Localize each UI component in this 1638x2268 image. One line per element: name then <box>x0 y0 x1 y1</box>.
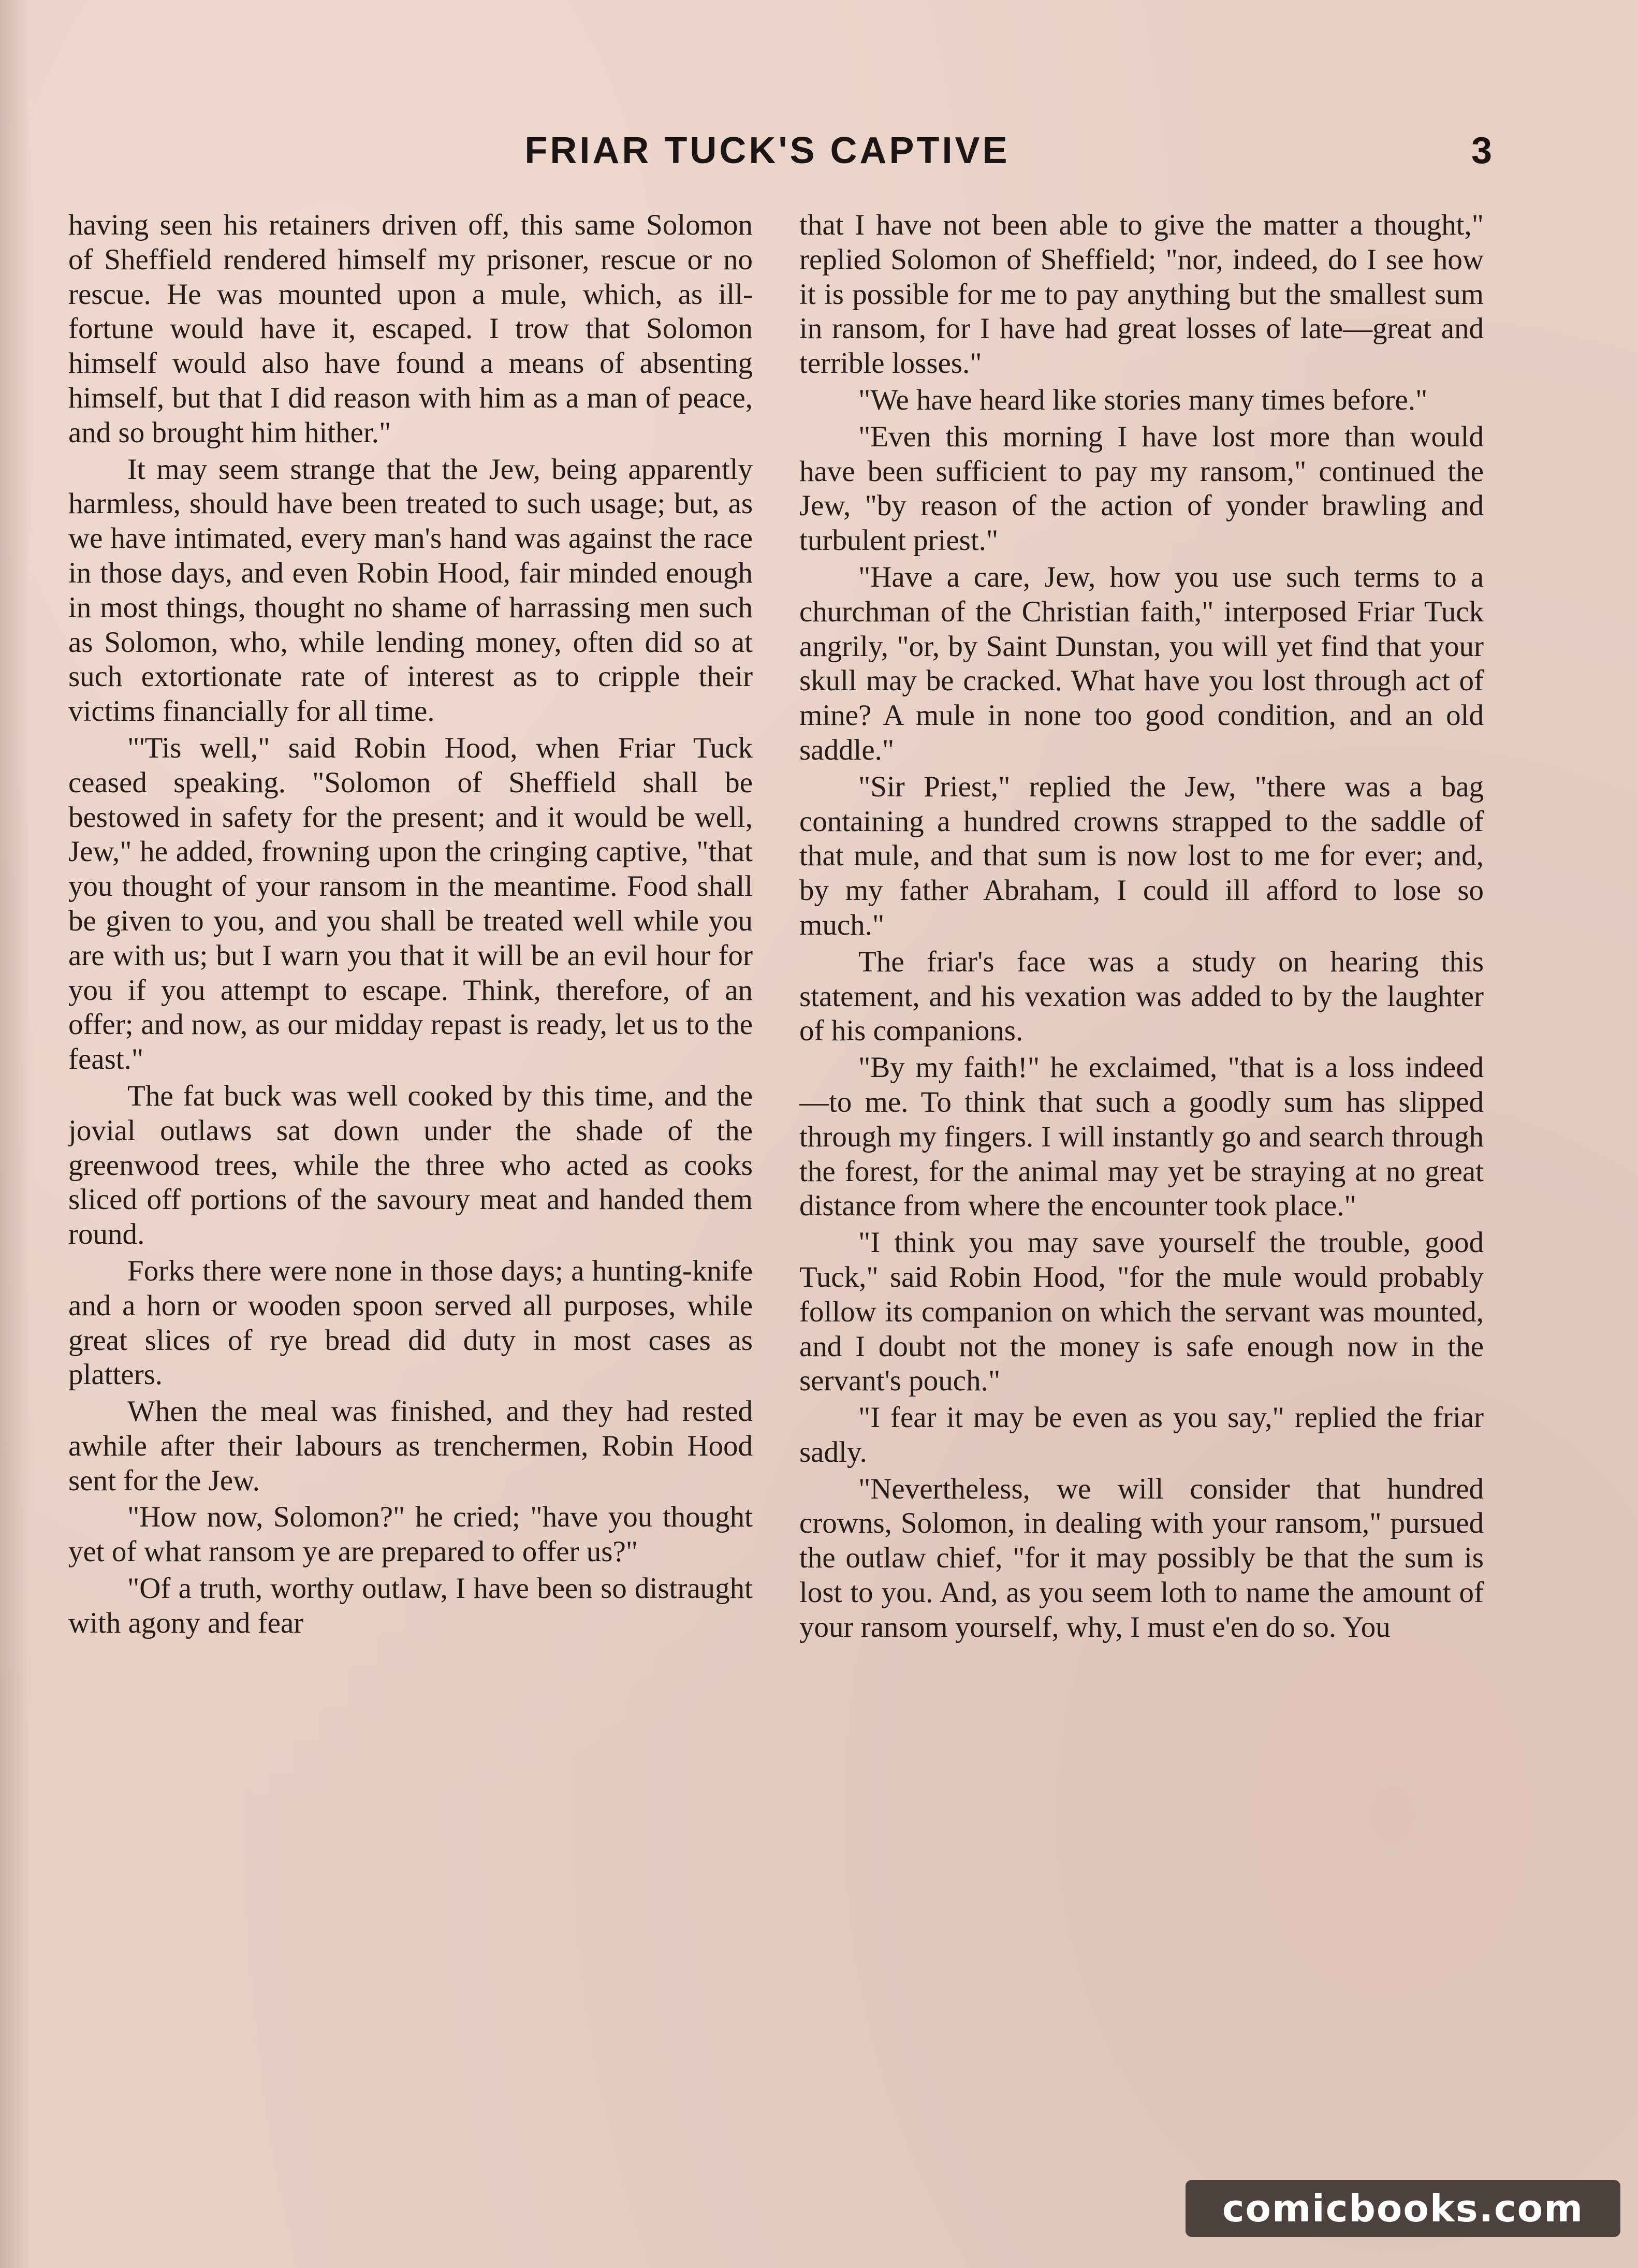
right-text-column <box>799 208 1484 2134</box>
paragraph: having seen his retainers driven off, this same Solomon of Sheffield rendered himself my prisoner, rescue or no rescue. He was mounted upon a mule, which, as ill-fortune would have it, escaped. I trow that Solomon himself would also have found a means of absenting himself, but that I did reason with him as a man of peace, and so brought him hither." <box>68 209 753 449</box>
paragraph: The friar's face was a study on hearing this statement, and his vexation was added to by the laughter of his companions. <box>799 945 1484 1048</box>
left-text-column <box>68 208 753 2134</box>
running-title: FRIAR TUCK'S CAPTIVE <box>524 130 1010 171</box>
paragraph: "I fear it may be even as you say," replied the friar sadly. <box>799 1401 1484 1469</box>
paragraph: "Nevertheless, we will consider that hundred crowns, Solomon, in dealing with your ransom," pursued the outlaw chief, "for it may possibly be that the sum is lost to you. And, as you seem loth to name the amount of your ransom yourself, why, I must e'en do so. You <box>799 1472 1484 1644</box>
paragraph: "'Tis well," said Robin Hood, when Friar Tuck ceased speaking. "Solomon of Sheffield shall be bestowed in safety for the present; and it would be well, Jew," he added, frowning upon the cringing captive, "that you thought of your ransom in the meantime. Food shall be given to you, and you shall be treated well while you are with us; but I warn you that it will be an evil hour for you if you attempt to escape. Think, therefore, of an offer; and now, as our midday repast is ready, let us to the feast." <box>68 731 753 1076</box>
paragraph: It may seem strange that the Jew, being apparently harmless, should have been treated to such usage; but, as we have intimated, every man's hand was against the race in those days, and even Robin Hood, fair minded enough in most things, thought no shame of harrassing men such as Solomon, who, while lending money, often did so at such extortionate rate of interest as to cripple their victims financially for all time. <box>68 453 753 728</box>
paragraph: "How now, Solomon?" he cried; "have you thought yet of what ransom ye are prepared to offer us?" <box>68 1501 753 1568</box>
page-gutter-shadow <box>0 0 31 2268</box>
paragraph: When the meal was finished, and they had rested awhile after their labours as trenchermen, Robin Hood sent for the Jew. <box>68 1395 753 1497</box>
paragraph: "By my faith!" he exclaimed, "that is a loss indeed—to me. To think that such a goodly sum has slipped through my fingers. I will instantly go and search through the forest, for the animal may yet be straying at no great distance from where the encounter took place." <box>799 1051 1484 1223</box>
paragraph: "Of a truth, worthy outlaw, I have been so distraught with agony and fear <box>68 1572 753 1639</box>
site-watermark: comicbooks.com <box>1186 2180 1620 2237</box>
paragraph: Forks there were none in those days; a hunting-knife and a horn or wooden spoon served all purposes, while great slices of rye bread did duty in most cases as platters. <box>68 1254 753 1391</box>
paragraph: "Even this morning I have lost more than would have been sufficient to pay my ransom," continued the Jew, "by reason of the action of yonder brawling and turbulent priest." <box>799 420 1484 557</box>
page-header <box>68 129 1492 176</box>
paragraph: "Sir Priest," replied the Jew, "there was a bag containing a hundred crowns strapped to the saddle of that mule, and that sum is now lost to me for ever; and, by my father Abraham, I could ill afford to lose so much." <box>799 770 1484 941</box>
paragraph: that I have not been able to give the matter a thought," replied Solomon of Sheffield; "nor, indeed, do I see how it is possible for me to pay anything but the smallest sum in ransom, for I have had great losses of late—great and terrible losses." <box>799 209 1484 380</box>
page-number: 3 <box>1471 130 1492 171</box>
paragraph: "I think you may save yourself the trouble, good Tuck," said Robin Hood, "for the mule would probably follow its companion on which the servant was mounted, and I doubt not the money is safe enough now in the servant's pouch." <box>799 1226 1484 1398</box>
paragraph: The fat buck was well cooked by this time, and the jovial outlaws sat down under the shade of the greenwood trees, while the three who acted as cooks sliced off portions of the savoury meat and handed them round. <box>68 1079 753 1251</box>
paragraph: "Have a care, Jew, how you use such terms to a churchman of the Christian faith," interposed Friar Tuck angrily, "or, by Saint Dunstan, you will yet find that your skull may be cracked. What have you lost through act of mine? A mule in none too good condition, and an old saddle." <box>799 560 1484 766</box>
paragraph: "We have heard like stories many times before." <box>858 383 1428 416</box>
